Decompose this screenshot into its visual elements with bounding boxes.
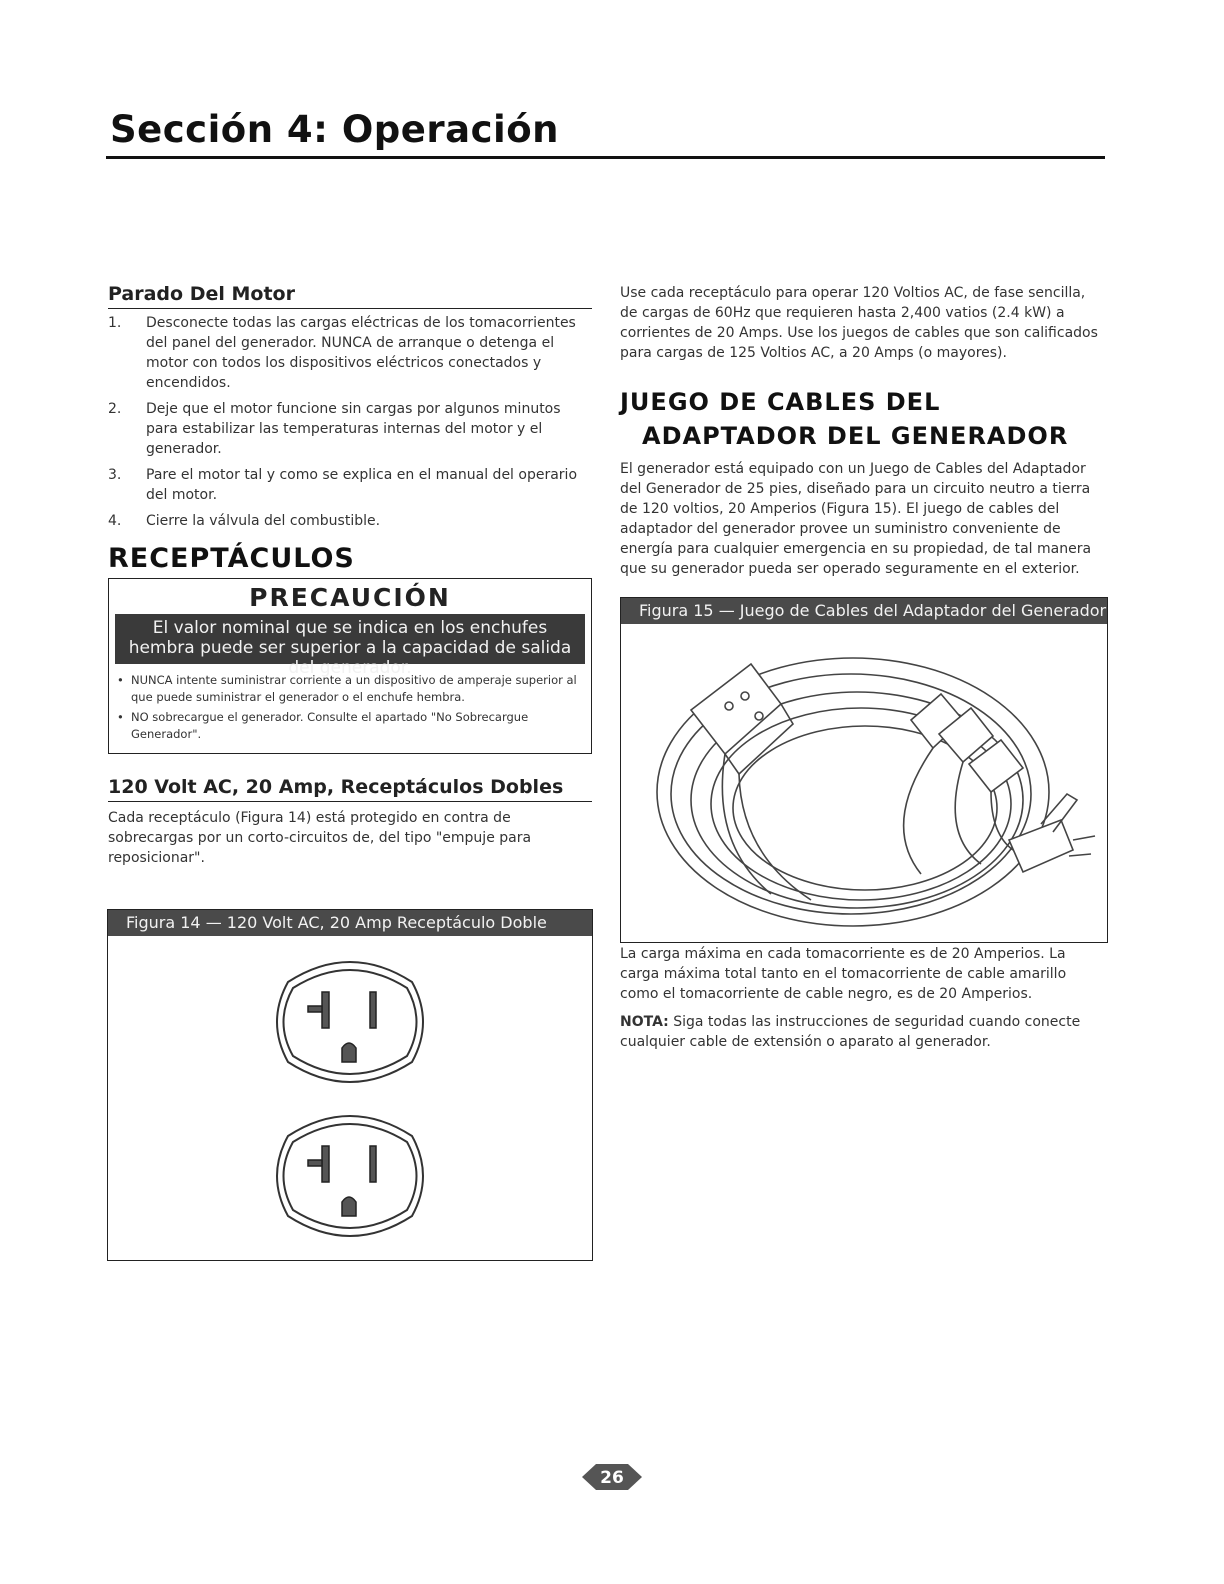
list-item	[108, 399, 592, 459]
duplex-receptacle-icon	[108, 936, 592, 1258]
step-text: Pare el motor tal y como se explica en el manual del operario del motor.	[146, 467, 578, 503]
duplex-heading: 120 Volt AC, 20 Amp, Receptáculos Dobles	[108, 776, 592, 802]
caution-bullets	[117, 672, 585, 743]
note-text: Siga todas las instrucciones de seguridad cuando conecte cualquier cable de extensión o aparato al generador.	[620, 1014, 1081, 1050]
caution-title: PRECAUCIÓN	[249, 583, 451, 612]
list-item	[108, 465, 592, 505]
max-load-text: La carga máxima en cada tomacorriente es de 20 Amperios. La carga máxima total tanto en el tomacorriente de cable amarillo como el tomacorriente de cable negro, es de 20 Amperios.	[620, 946, 1067, 1002]
note-paragraph	[620, 1012, 1106, 1052]
parado-heading: Parado Del Motor	[108, 283, 592, 309]
list-item	[108, 313, 592, 393]
caution-box	[108, 578, 592, 754]
left-column	[108, 283, 592, 868]
title-rule	[106, 156, 1105, 159]
parado-steps	[108, 313, 592, 531]
adapter-heading-line1: JUEGO DE CABLES DEL	[620, 388, 941, 416]
step-text: Deje que el motor funcione sin cargas por algunos minutos para estabilizar las temperaturas internas del motor y el generador.	[146, 401, 561, 457]
figure-14	[107, 909, 593, 1261]
receptacle-usage-text: Use cada receptáculo para operar 120 Voltios AC, de fase sencilla, de cargas de 60Hz que requieren hasta 2,400 vatios (2.4 kW) a corrientes de 20 Amps. Use los juegos de cables que son calificados para cargas de 125 Voltios AC, a 20 Amps (o mayores).	[620, 285, 1098, 361]
page-number-badge	[580, 1462, 644, 1492]
right-column-lower	[620, 944, 1106, 1052]
page-number-badge-icon	[580, 1462, 644, 1492]
list-item: • NO sobrecargue el generador. Consulte el apartado "No Sobrecargue Generador".	[117, 709, 585, 743]
figure-14-caption: Figura 14 — 120 Volt AC, 20 Amp Receptáculo Doble	[108, 910, 592, 936]
figure-15	[620, 597, 1108, 943]
step-text: Desconecte todas las cargas eléctricas de los tomacorrientes del panel del generador. NUNCA de arranque o detenga el motor con todos los dispositivos eléctricos conectados y encendidos.	[146, 315, 576, 391]
adapter-heading-line2: ADAPTADOR DEL GENERADOR	[642, 422, 1069, 450]
receptaculos-heading: RECEPTÁCULOS	[108, 543, 355, 574]
list-item	[108, 511, 592, 531]
step-number: 3.	[108, 467, 122, 483]
step-number: 4.	[108, 513, 122, 529]
adapter-heading	[620, 385, 1106, 453]
caution-band: El valor nominal que se indica en los enchufes hembra puede ser superior a la capacidad de salida del generador.	[115, 614, 585, 664]
adapter-cord-icon	[621, 624, 1107, 940]
right-column	[620, 283, 1106, 579]
note-label: NOTA:	[620, 1014, 669, 1030]
duplex-text: Cada receptáculo (Figura 14) está protegido en contra de sobrecargas por un corto-circuitos de, del tipo "empuje para reposicionar".	[108, 810, 532, 866]
adapter-text: El generador está equipado con un Juego de Cables del Adaptador del Generador de 25 pies, diseñado para un circuito neutro a tierra de 120 voltios, 20 Amperios (Figura 15). El juego de cables del adaptador del generador provee un suministro conveniente de energía para cualquier emergencia en su propiedad, de tal manera que su generador pueda ser operado seguramente en el exterior.	[620, 461, 1092, 577]
figure-15-caption: Figura 15 — Juego de Cables del Adaptador del Generador	[621, 598, 1107, 624]
step-number: 2.	[108, 401, 122, 417]
step-text: Cierre la válvula del combustible.	[146, 513, 381, 529]
step-number: 1.	[108, 315, 122, 331]
page-title: Sección 4: Operación	[110, 108, 559, 151]
page-number: 26	[600, 1468, 624, 1488]
list-item: • NUNCA intente suministrar corriente a un dispositivo de amperaje superior al que puede suministrar el generador o el enchufe hembra.	[117, 672, 585, 706]
